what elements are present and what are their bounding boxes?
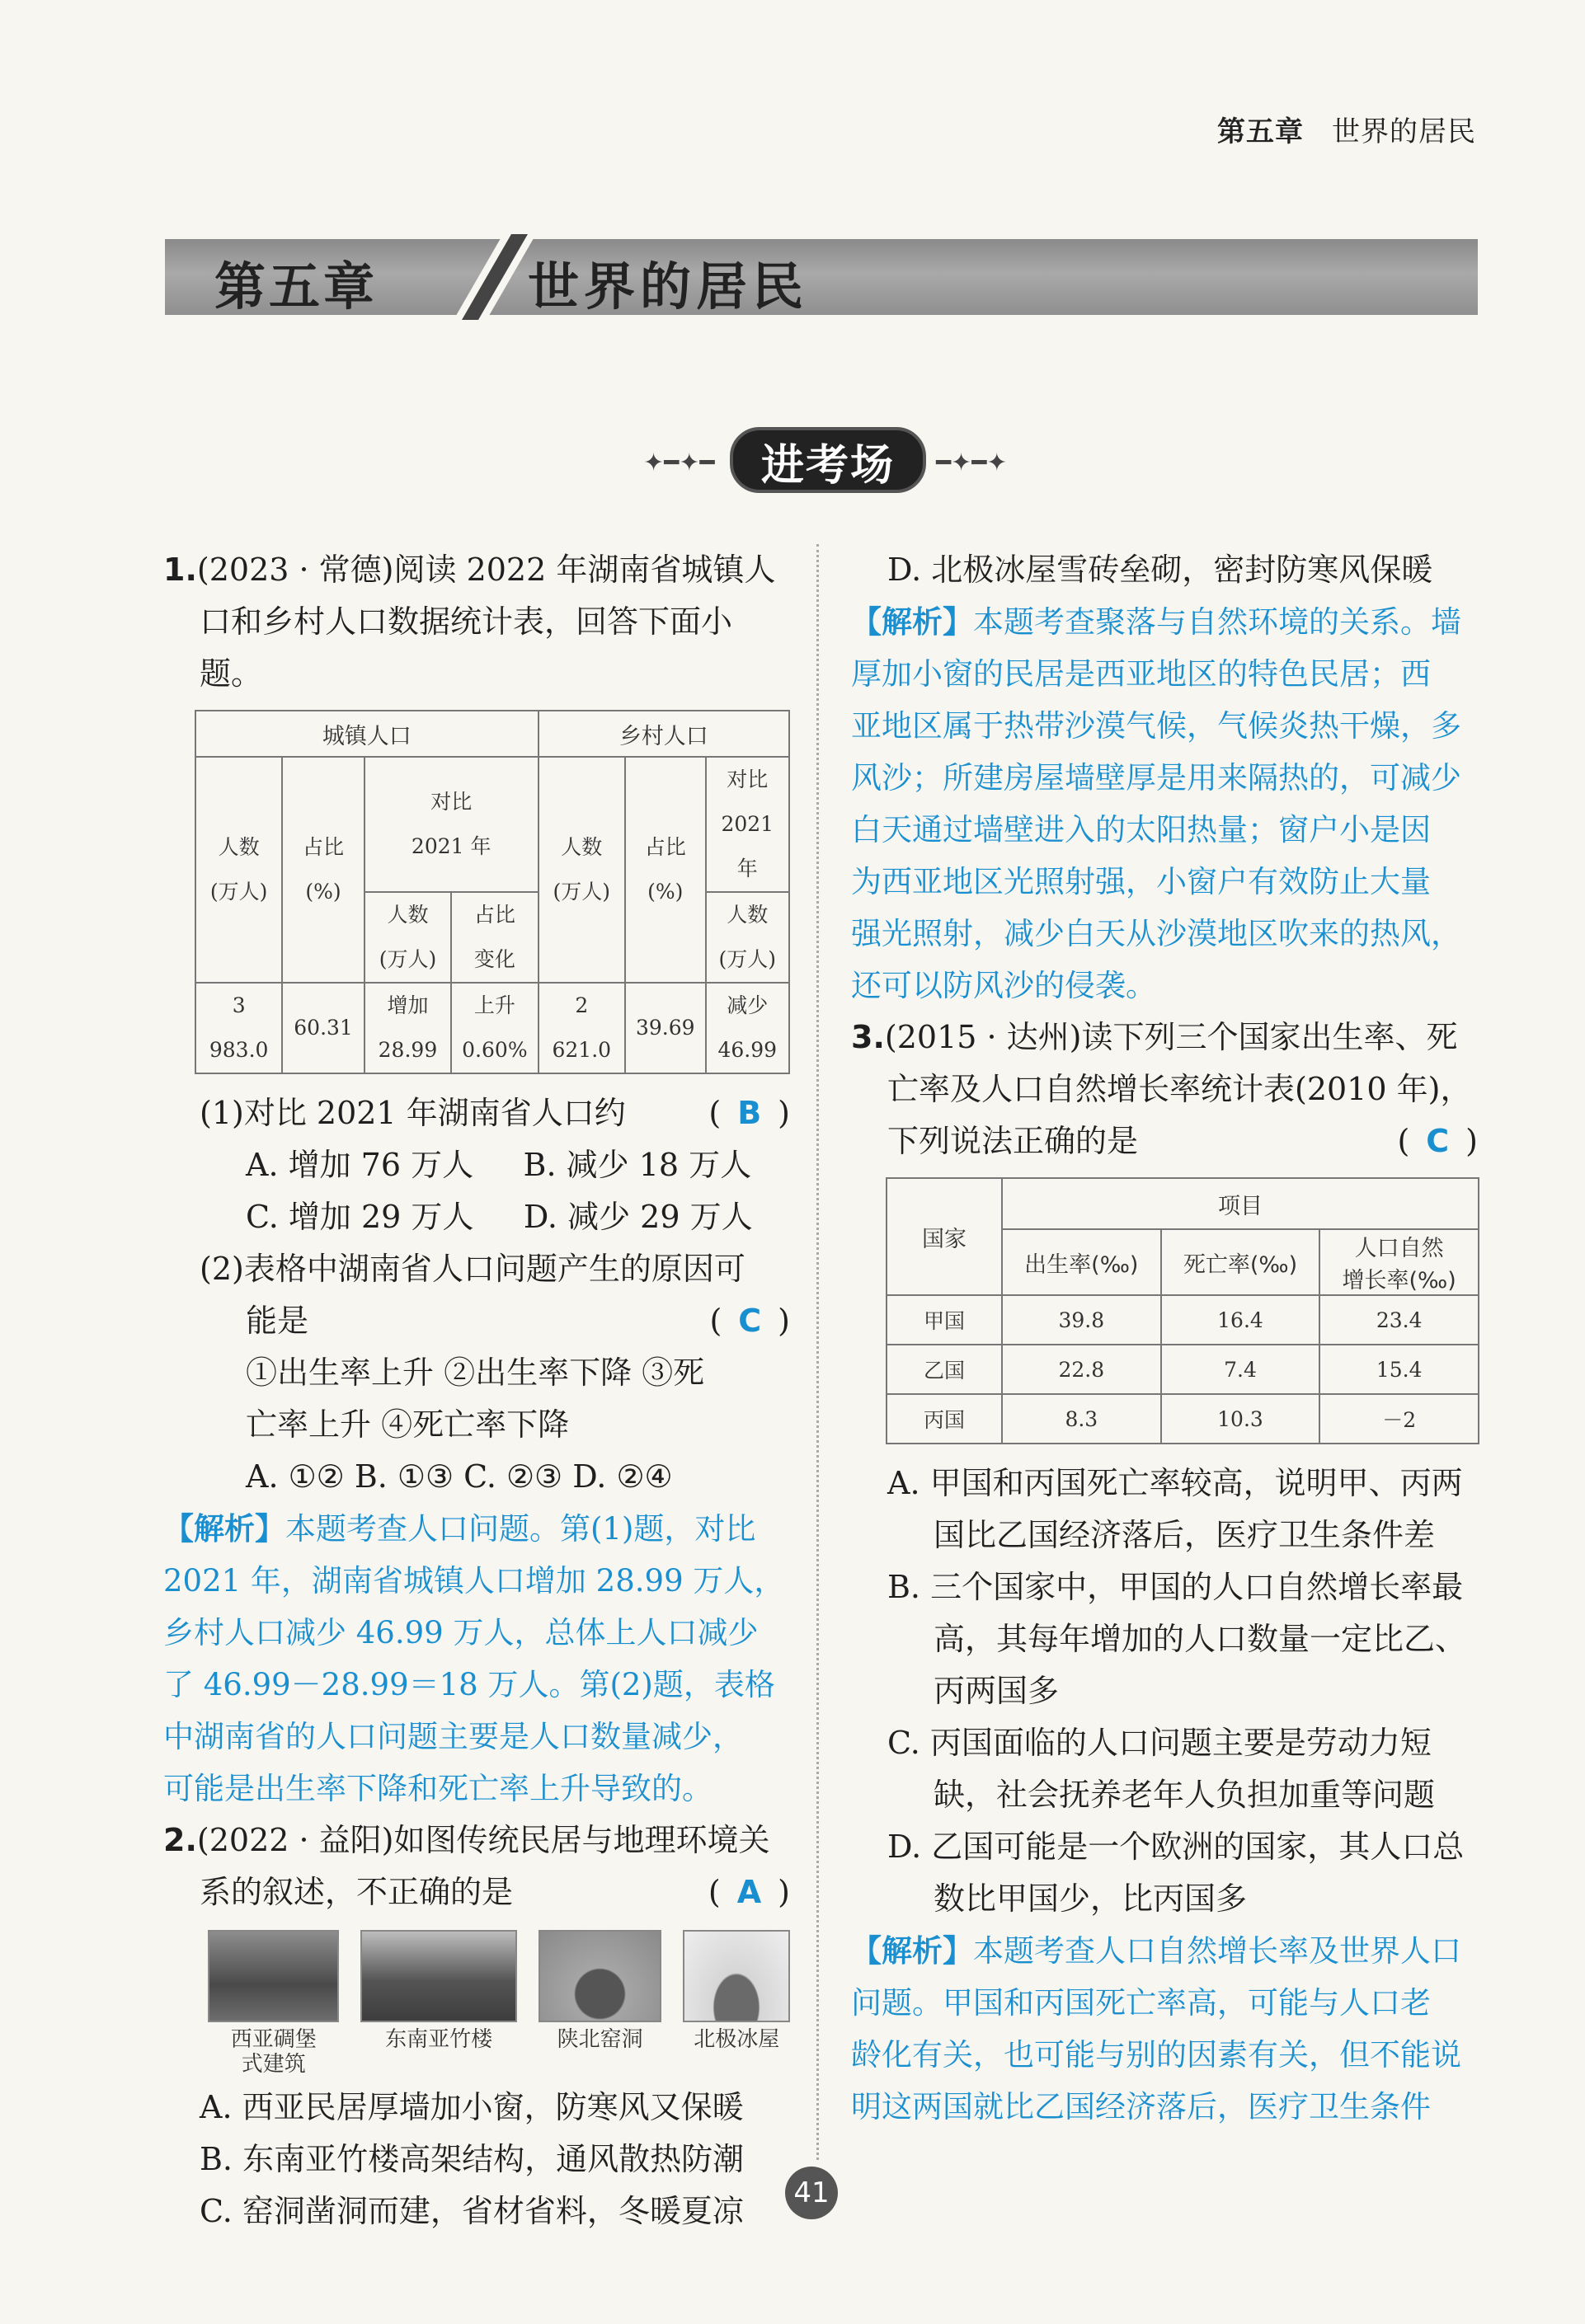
q1-sub2-stem: (2)表格中湖南省人口问题产生的原因可	[200, 1251, 745, 1287]
q1-stem-cont: 口和乡村人口数据统计表，回答下面小题。	[200, 603, 733, 692]
q1-sub1-stem: (1)对比 2021 年湖南省人口约 ( B )	[163, 1087, 790, 1139]
q1-sub1-answer: ( B )	[708, 1095, 790, 1131]
q1-sub2-opt1: ①出生率上升 ②出生率下降 ③死	[246, 1354, 705, 1391]
cave-dwelling-image	[539, 1930, 662, 2022]
q1-analysis: 【解析】本题考查人口问题。第(1)题，对比 2021 年，湖南省城镇人口增加 28.99 万人， 乡村人口减少 46.99 万人，总体上人口减少 了 46.99－28.99＝18 万人。第(2)题，表格 中湖南省的人口问题主要是人口数量减少， 可能是出生率下降和死亡率上升导致的。	[163, 1511, 785, 1806]
table-row: 甲国 39.8 16.4 23.4	[887, 1295, 1479, 1345]
q2-answer: ( A )	[708, 1874, 790, 1910]
q2-option-d: D. 北极冰屋雪砖垒砌，密封防寒风保暖	[887, 552, 1433, 588]
running-head-title: 世界的居民	[1332, 115, 1476, 148]
column-divider	[816, 544, 819, 2160]
page-number: 41	[785, 2167, 838, 2219]
q2-option-b: B. 东南亚竹楼高架结构，通风散热防潮	[200, 2141, 745, 2177]
q1-sub2-choices: A. ①② B. ①③ C. ②③ D. ②④	[246, 1458, 673, 1495]
q2-option-c: C. 窑洞凿洞而建，省材省料，冬暖夏凉	[200, 2193, 744, 2229]
banner-text: 进考场	[760, 441, 895, 491]
q1-sub2-opt2: 亡率上升 ④死亡率下降	[246, 1406, 570, 1443]
q1-stem: 1.(2023 · 常德)阅读 2022 年湖南省城镇人	[163, 552, 776, 588]
q3-stem-cont1: 亡率及人口自然增长率统计表(2010 年)，	[887, 1071, 1472, 1107]
bamboo-house-image	[360, 1930, 516, 2022]
table-row: 3 983.0 60.31 增加 28.99 上升 0.60% 2 621.0 39.69 减少 46.99	[195, 983, 789, 1073]
q1-sub2-answer: ( C )	[709, 1303, 790, 1339]
q2-option-a: A. 西亚民居厚墙加小窗，防寒风又保暖	[200, 2089, 744, 2125]
q3-answer: ( C )	[1397, 1123, 1478, 1159]
q2-photo-row	[208, 1930, 790, 2077]
q2-stem-cont: 系的叙述，不正确的是 ( A )	[163, 1866, 790, 1918]
table-row: 丙国 8.3 10.3 －2	[887, 1394, 1479, 1444]
q3-option-b: B. 三个国家中，甲国的人口自然增长率最	[887, 1569, 1464, 1605]
chapter-title: 世界的居民	[528, 256, 809, 317]
q2-stem: 2.(2022 · 益阳)如图传统民居与地理环境关	[163, 1822, 770, 1858]
igloo-image	[683, 1930, 790, 2022]
running-head-chapter: 第五章	[1217, 115, 1304, 148]
fortress-house-image	[208, 1930, 339, 2022]
star-right-icon: ━✦━✦	[936, 448, 1008, 477]
q1-sub1-options-ab: A. 增加 76 万人 B. 减少 18 万人	[246, 1147, 752, 1183]
q1-population-table: 城镇人口 乡村人口 人数 (万人) 占比 (%) 对比 2021 年 人数 (万人) 占比 (%) 对比 2021 年 人数 (万人) 占比 变化 人数 (万人) 3 983.0 60.31 增加 28.99 上升 0.60% 2 621.0 39.69 减少 46.99	[195, 710, 790, 1074]
right-column: D. 北极冰屋雪砖垒砌，密封防寒风保暖 【解析】本题考查聚落与自然环境的关系。墙 厚加小窗的民居是西亚地区的特色民居；西 亚地区属于热带沙漠气候，气候炎热干燥，多 风沙；所建房屋墙壁厚是用来隔热的，可减少 白天通过墙壁进入的太阳热量；窗户小是因 为西亚地区光照射强，小窗户有效防止大量 强光照射，减少白天从沙漠地区吹来的热风， 还可以防风沙的侵袭。 3.(2015 · 达州)读下列三个国家出生率、死 亡率及人口自然增长率统计表(2010 年)， 下列说法正确的是 ( C ) 国家 项目 出生率(‰) 死亡率(‰) 人口自然 增长率(‰) 甲国 39.8 16.4 23.4 乙国 22.8 7.4 15.4 丙国 8.3 10.3 －2 A. 甲国和丙国死亡率较高，说明甲、丙两 国比乙国经济落后，医疗卫生条件差 B. 三个国家中，甲国的人口自然增长率最 高，其每年增加的人口数量一定比乙、 丙两国多 C. 丙国面临的人口问题主要是劳动力短 缺，社会抚养老年人负担加重等问题 D. 乙国可能是一个欧洲的国家，其人口总 数比甲国少，比丙国多 【解析】本题考查人口自然增长率及世界人口 问题。甲国和丙国死亡率高，可能与人口老 龄化有关，也可能与别的因素有关，但不能说 明这两国就比乙国经济落后，医疗卫生条件	[851, 544, 1478, 2133]
q3-stem-cont2: 下列说法正确的是 ( C )	[851, 1115, 1478, 1167]
th-rural: 乡村人口	[539, 711, 789, 757]
q2-analysis: 【解析】本题考查聚落与自然环境的关系。墙 厚加小窗的民居是西亚地区的特色民居；西 亚地区属于热带沙漠气候，气候炎热干燥，多 风沙；所建房屋墙壁厚是用来隔热的，可减少 白天通过墙壁进入的太阳热量；窗户小是因 为西亚地区光照射强，小窗户有效防止大量 强光照射，减少白天从沙漠地区吹来的热风， 还可以防风沙的侵袭。	[851, 604, 1461, 1003]
q3-option-c: C. 丙国面临的人口问题主要是劳动力短	[887, 1725, 1432, 1761]
q1-sub1-options-cd: C. 增加 29 万人 D. 减少 29 万人	[246, 1199, 753, 1235]
q3-stem: 3.(2015 · 达州)读下列三个国家出生率、死	[851, 1019, 1458, 1055]
q3-option-a: A. 甲国和丙国死亡率较高，说明甲、丙两	[887, 1465, 1463, 1501]
left-column	[163, 544, 790, 2237]
star-left-icon: ✦━✦━	[643, 448, 715, 477]
q1-sub2-stem-cont: 能是 ( C )	[163, 1295, 790, 1347]
chapter-title-band	[165, 239, 1478, 315]
section-banner	[635, 412, 1014, 503]
running-head	[1217, 109, 1476, 149]
photo-bamboo-house: 东南亚竹楼	[360, 1930, 516, 2077]
photo-cave-dwelling: 陕北窑洞	[539, 1930, 662, 2077]
photo-west-asia: 西亚碉堡 式建筑	[208, 1930, 339, 2077]
table-row: 乙国 22.8 7.4 15.4	[887, 1345, 1479, 1394]
photo-igloo: 北极冰屋	[683, 1930, 790, 2077]
q3-rate-table: 国家 项目 出生率(‰) 死亡率(‰) 人口自然 增长率(‰) 甲国 39.8 16.4 23.4 乙国 22.8 7.4 15.4 丙国 8.3 10.3 －2	[886, 1177, 1479, 1444]
chapter-number: 第五章	[214, 256, 379, 317]
th-urban: 城镇人口	[195, 711, 539, 757]
q3-option-d: D. 乙国可能是一个欧洲的国家，其人口总	[887, 1829, 1465, 1865]
q3-analysis: 【解析】本题考查人口自然增长率及世界人口 问题。甲国和丙国死亡率高，可能与人口老 龄化有关，也可能与别的因素有关，但不能说 明这两国就比乙国经济落后，医疗卫生条件	[851, 1933, 1461, 2124]
